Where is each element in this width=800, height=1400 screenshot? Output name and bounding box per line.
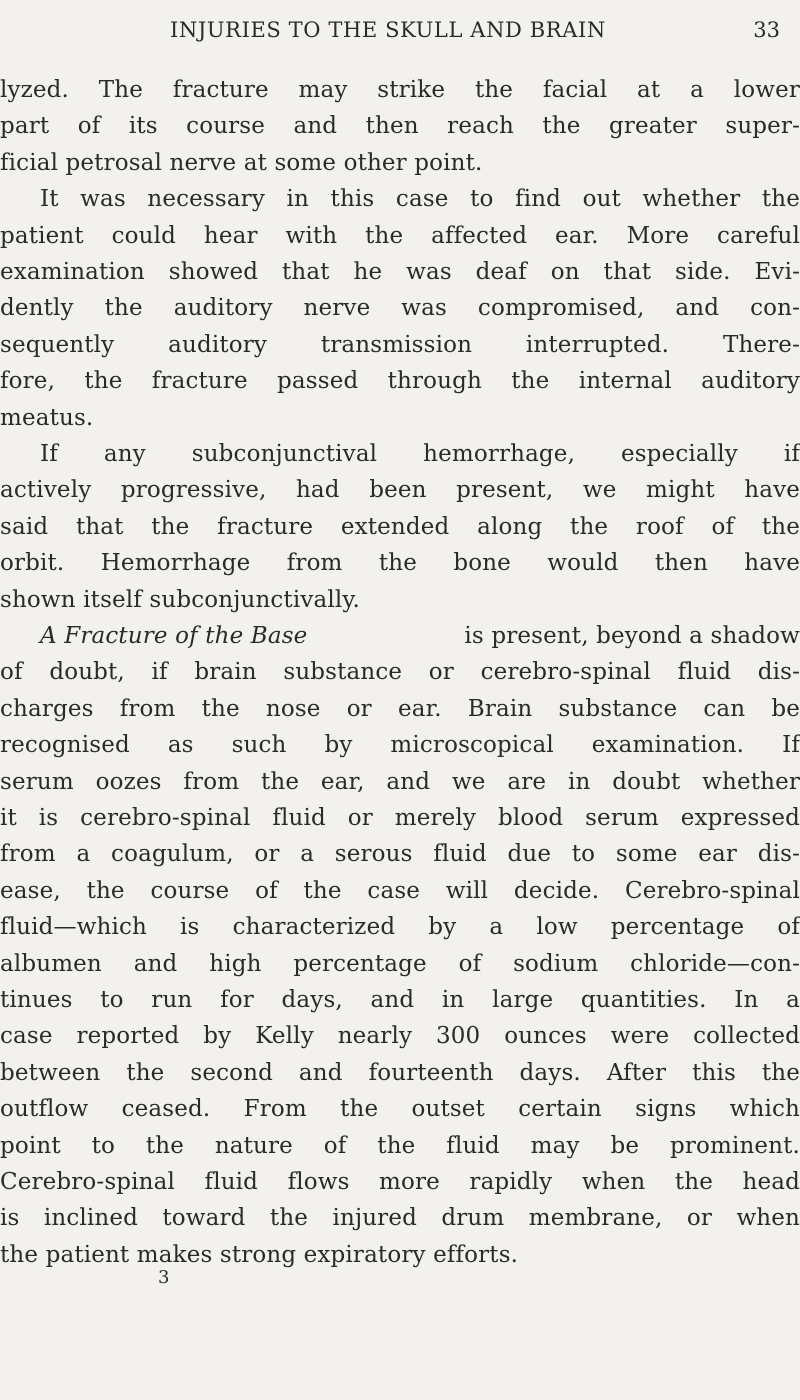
text-line: point to the nature of the fluid may be prominent. [0, 1132, 800, 1159]
text-line: sequently auditory transmission interrupted. There- [0, 331, 800, 358]
text-line: of doubt, if brain substance or cerebro-spinal fluid dis- [0, 659, 800, 686]
text-line: fluid—which is characterized by a low percentage of [0, 914, 800, 941]
section-heading-continuation: is present, beyond a shadow [464, 623, 800, 649]
text-line: recognised as such by microscopical examination. If [0, 732, 800, 759]
text-line: serum oozes from the ear, and we are in doubt whether [0, 768, 800, 795]
text-line: case reported by Kelly nearly 300 ounces were collected [0, 1023, 800, 1050]
text-line: patient could hear with the affected ear. More careful [0, 222, 800, 249]
section-heading: A Fracture of the Base [40, 623, 308, 649]
text-line: examination showed that he was deaf on that side. Evi- [0, 259, 800, 285]
text-line: between the second and fourteenth days. After this the [0, 1059, 800, 1086]
running-head: INJURIES TO THE SKULL AND BRAIN [170, 18, 606, 42]
text-line: from a coagulum, or a serous fluid due to some ear dis- [0, 841, 800, 868]
text-line: albumen and high percentage of sodium chloride—con- [0, 950, 800, 977]
text-line: charges from the nose or ear. Brain substance can be [0, 695, 800, 722]
page-number: 33 [753, 18, 780, 42]
text-line: is inclined toward the injured drum membrane, or when [0, 1205, 800, 1232]
text-line: lyzed. The fracture may strike the facial at a lower [0, 77, 800, 103]
text-line: actively progressive, had been present, we might have [0, 477, 800, 504]
page-header [0, 18, 800, 52]
text-line: fore, the fracture passed through the internal auditory [0, 368, 800, 395]
text-line: dently the auditory nerve was compromised, and con- [0, 295, 800, 322]
text-line: the patient makes strong expiratory efforts. [0, 1241, 519, 1268]
text-line: ease, the course of the case will decide. Cerebro-spinal [0, 877, 800, 904]
text-line: said that the fracture extended along the roof of the [0, 513, 800, 540]
text-line: it is cerebro-spinal fluid or merely blood serum expressed [0, 805, 800, 831]
text-line: It was necessary in this case to find out whether the [40, 186, 800, 213]
signature-mark: 3 [158, 1267, 170, 1289]
text-line: tinues to run for days, and in large quantities. In a [0, 987, 800, 1013]
text-line: part of its course and then reach the greater super- [0, 113, 800, 140]
text-line: orbit. Hemorrhage from the bone would then have [0, 550, 800, 577]
text-line: outflow ceased. From the outset certain signs which [0, 1096, 800, 1123]
text-line: shown itself subconjunctivally. [0, 586, 360, 613]
text-line: meatus. [0, 404, 94, 431]
text-line: ficial petrosal nerve at some other point. [0, 149, 483, 176]
text-line-heading [40, 618, 800, 654]
text-line: Cerebro-spinal fluid flows more rapidly when the head [0, 1169, 800, 1195]
text-line: If any subconjunctival hemorrhage, especially if [40, 441, 800, 467]
